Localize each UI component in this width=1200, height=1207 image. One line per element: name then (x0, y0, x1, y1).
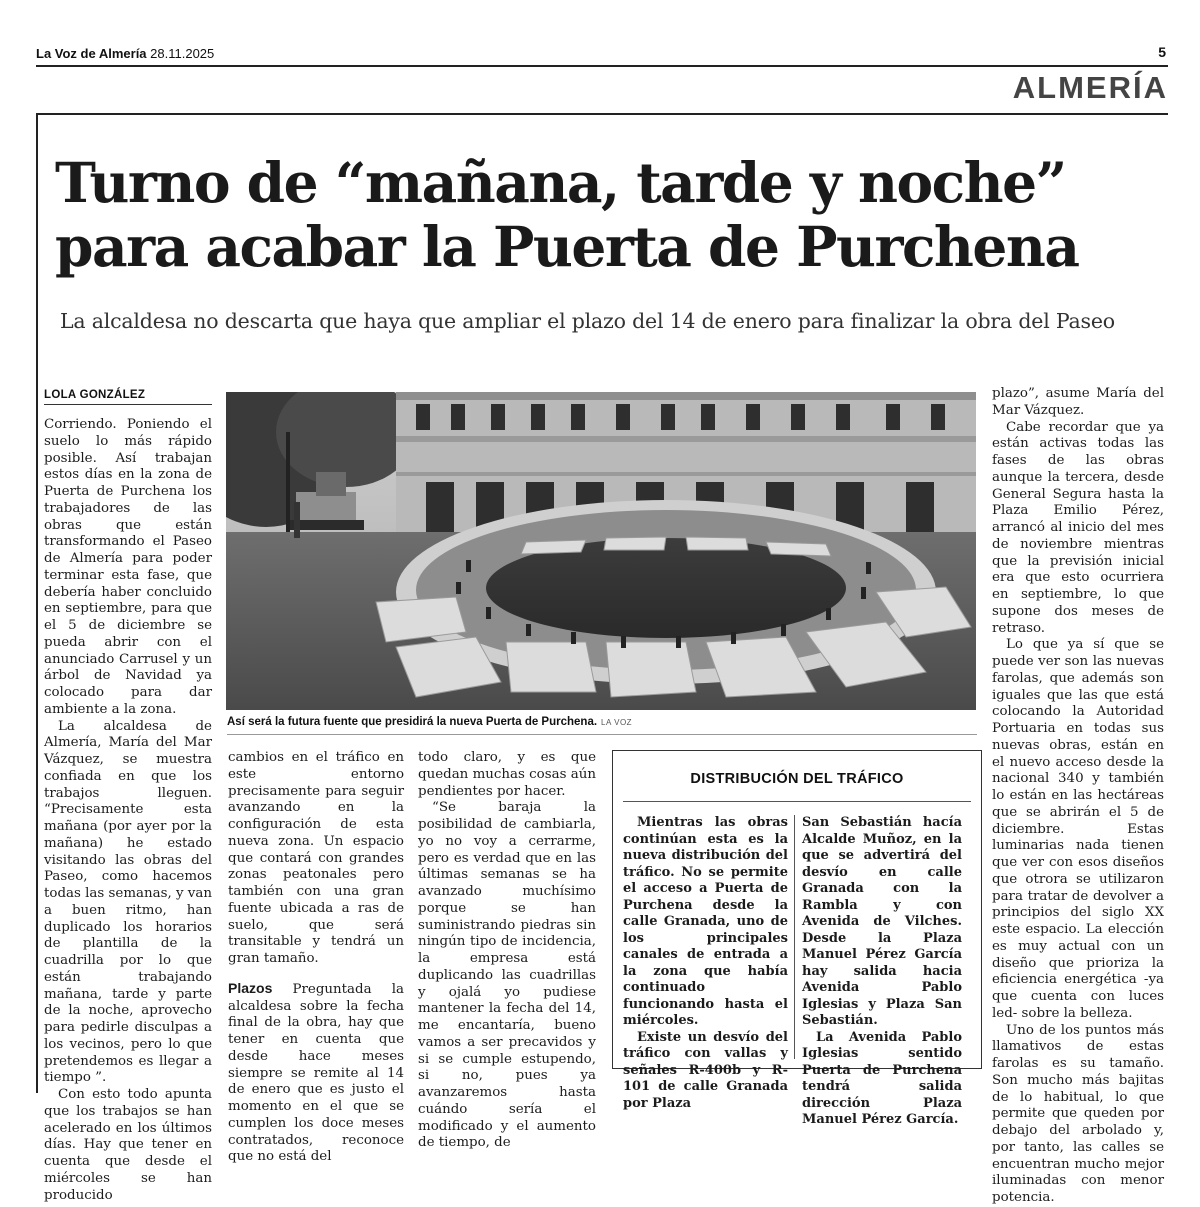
publication-line (36, 46, 214, 61)
paragraph-text: Preguntada la alcaldesa sobre la fecha final de la obra, hay que tener en cuenta que desde hace meses siempre se remite al 14 de enero que es justo el momento en el que se cumplen los doce meses contratados, reconoce que no está del (228, 981, 404, 1165)
byline-rule (44, 404, 212, 405)
traffic-column-1 (623, 815, 788, 1112)
caption-text: Así será la futura fuente que presidirá la nueva Puerta de Purchena. (227, 716, 598, 728)
article-frame-top (36, 113, 1168, 115)
paragraph: Mientras las obras continúan esta es la nueva distribución del tráfico. No se permite el acceso a Puerta de Purchena desde la calle Granada, uno de los principales canales de entrada a la zona que había continuado funcionando hasta el miércoles. (623, 815, 788, 1028)
publication-name: La Voz de Almería (36, 46, 147, 61)
traffic-column-divider (794, 815, 795, 1059)
headline-line-1: Turno de “mañana, tarde y noche” (55, 150, 1066, 215)
traffic-info-box (612, 750, 982, 1127)
traffic-box-rule (623, 801, 971, 802)
paragraph: Cabe recordar que ya están activas todas las fases de las obras aunque la tercera, desde General Segura hasta la Plaza Emilio Pérez, arrancó al inicio del mes de noviembre mientras que la previsión inicial era que esto ocurriera en septiembre, lo que supone dos meses de retraso. (992, 419, 1164, 636)
paragraph-plazos (228, 980, 404, 1166)
article-column-1 (44, 417, 212, 1204)
paragraph: todo claro, y es que quedan muchas cosas aún pendientes por hacer. (418, 750, 596, 799)
headline-line-2: para acabar la Puerta de Purchena (55, 214, 1079, 279)
article-column-3 (418, 750, 596, 1152)
paragraph: cambios en el tráfico en este entorno precisamente para seguir avanzando en la configuración de esta nueva zona. Un espacio que contará con grandes zonas peatonales pero también con una gran fuente ubicada a ras de suelo, que será transitable y tendrá un gran tamaño. (228, 750, 404, 966)
paragraph: Con esto todo apunta que los trabajos se han acelerado en los últimos días. Hay que tener en cuenta que desde el miércoles se han producido (44, 1087, 212, 1203)
traffic-column-2 (802, 815, 962, 1129)
article-frame-left (36, 113, 38, 1093)
paragraph: Lo que ya sí que se puede ver son las nuevas farolas, que además son iguales que las que está colocando la Autoridad Portuaria en todas sus nuevas obras, están en el nuevo acceso desde la nacional 340 y también lo están en las hectáreas que se abrirán el 5 de diciembre. Estas luminarias nada tienen que ver con esos diseños que otrora se utilizaron para tratar de devolver a principios del siglo XX este espacio. La elección es muy actual con un diseño que prioriza la eficiencia energética -ya que cuenta con luces led- sobre la belleza. (992, 637, 1164, 1021)
paragraph: plazo”, asume María del Mar Vázquez. (992, 386, 1164, 418)
paragraph: Uno de los puntos más llamativos de estas farolas es su tamaño. Son mucho más bajitas de lo habitual, lo que permite que queden por debajo del arbolado y, por tanto, las calles se encuentran mucho mejor iluminadas con menor potencia. (992, 1022, 1164, 1205)
paragraph: “Se baraja la posibilidad de cambiarla, yo no voy a cerrarme, pero es verdad que en las últimas semanas se ha avanzado muchísimo porque se han suministrando piedras sin ningún tipo de incidencia, la empresa está duplicando las cuadrillas y ojalá yo pudiese mantener la fecha del 14, me encantaría, bueno vamos a ser precavidos y si se cumple estupendo, si no, pues ya avanzaremos hasta cuándo sería el modificado y el aumento de tiempo, de (418, 800, 596, 1151)
article-column-4 (992, 386, 1164, 1207)
fountain-construction-photo (226, 392, 976, 710)
article-column-2 (228, 750, 404, 1166)
subheadline: La alcaldesa no descarta que haya que ampliar el plazo del 14 de enero para finalizar la obra del Paseo (60, 309, 1115, 333)
paragraph: La Avenida Pablo Iglesias sentido Puerta de Purchena tendrá salida dirección Plaza Manuel Pérez García. (802, 1029, 962, 1127)
subhead-plazos: Plazos (228, 979, 273, 996)
section-title: ALMERÍA (1012, 70, 1168, 105)
article-photo (226, 392, 976, 710)
paragraph: Existe un desvío del tráfico con vallas y señales R-400b y R-101 de calle Granada por Plaza (623, 1029, 788, 1111)
traffic-box-title: DISTRIBUCIÓN DEL TRÁFICO (690, 771, 904, 787)
headline (55, 151, 1175, 279)
photo-caption (227, 716, 977, 728)
paragraph: Corriendo. Poniendo el suelo lo más rápido posible. Así trabajan estos días en la zona de Puerta de Purchena los trabajadores de las obras que están transformando el Paseo de Almería para poder terminar esta fase, que debería haber concluido en septiembre, para que el 5 de diciembre se pueda abrir con el anunciado Carrusel y un árbol de Navidad ya colocado para dar ambiente a la zona. (44, 417, 212, 717)
header-rule (36, 65, 1168, 67)
caption-rule (227, 734, 977, 735)
paragraph: San Sebastián hacía Alcalde Muñoz, en la que se advertirá del desvío en calle Granada con la Rambla y con Avenida de Vilches. Desde la Plaza Manuel Pérez García hay salida hacia Avenida Pablo Iglesias y Plaza San Sebastián. (802, 815, 962, 1028)
photo-credit: LA VOZ (601, 718, 633, 727)
paragraph: La alcaldesa de Almería, María del Mar Vázquez, se muestra confiada en que los trabajos lleguen. “Precisamente esta mañana (por ayer por la mañana) he estado visitando las obras del Paseo, como hacemos todas las semanas, y van a buen ritmo, han duplicado los horarios de plantilla de la cuadrilla por lo que están trabajando mañana, tarde y parte de la noche, aprovecho para pedirle disculpas a los vecinos, pero lo que pretendemos es llegar a tiempo ”. (44, 718, 212, 1086)
publication-date: 28.11.2025 (150, 46, 215, 61)
page-number: 5 (1158, 44, 1166, 60)
byline: LOLA GONZÁLEZ (44, 389, 146, 401)
